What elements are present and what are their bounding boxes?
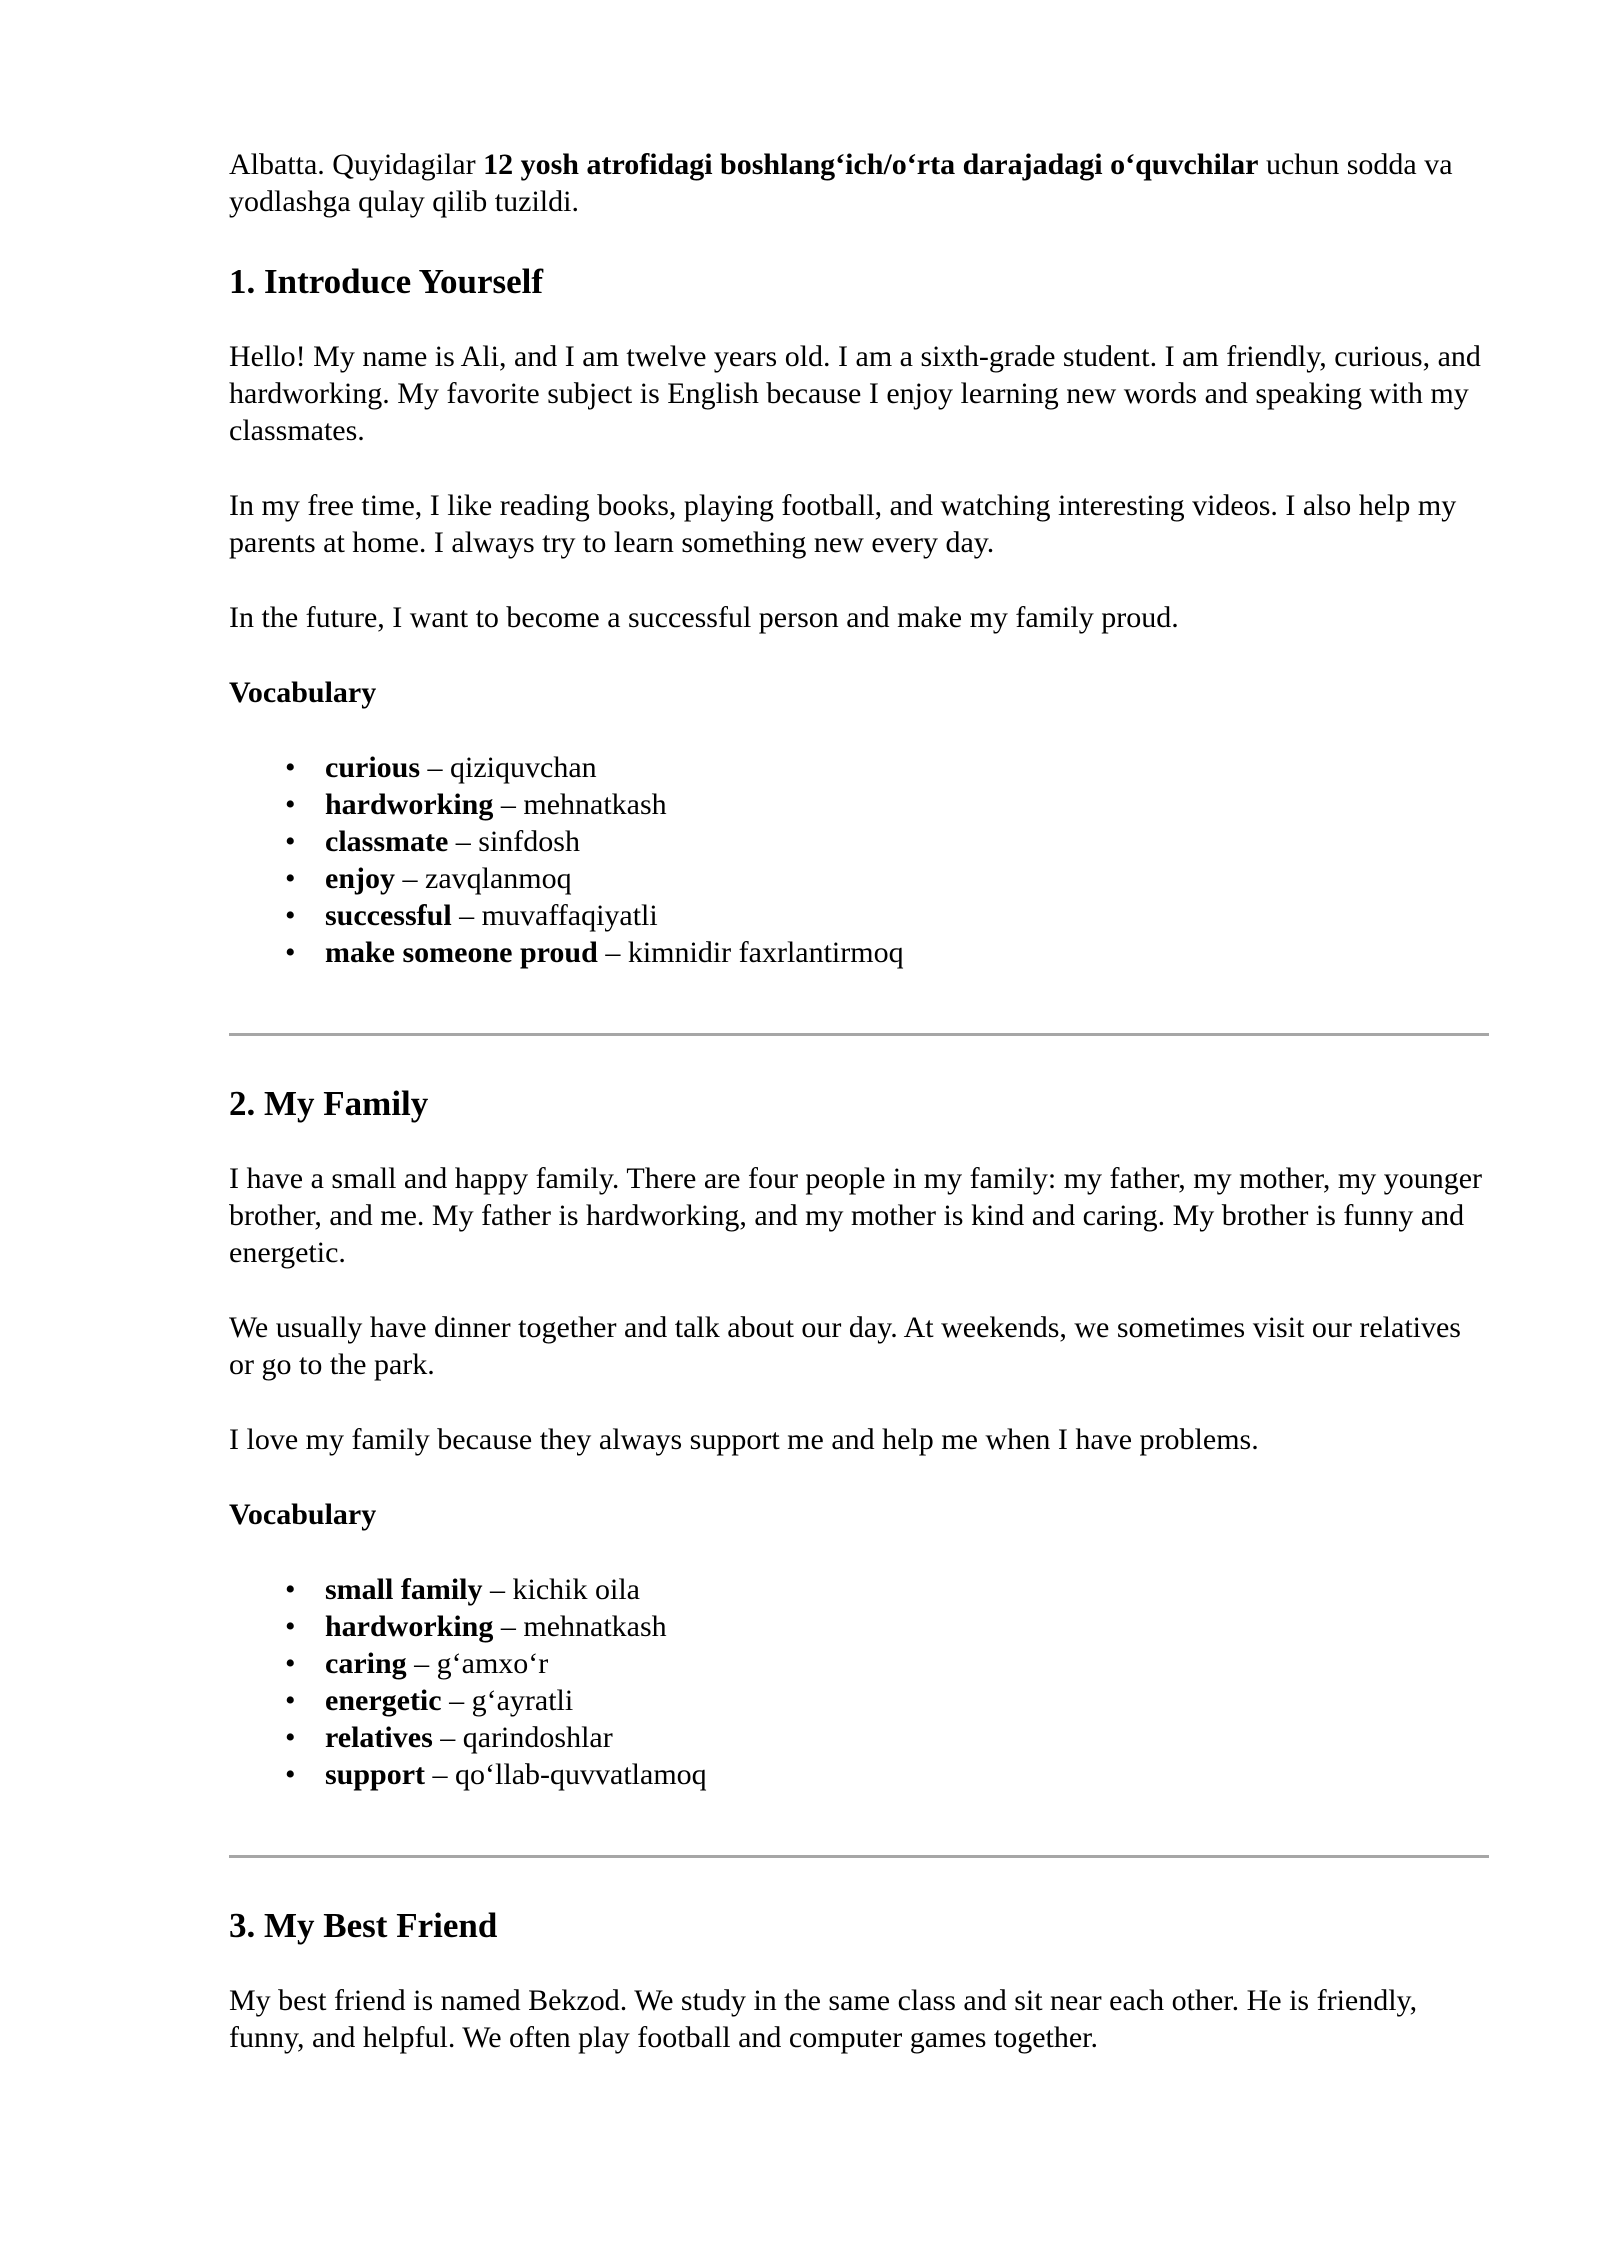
vocab-term: small family: [325, 1573, 483, 1606]
vocab-meaning: – qarindoshlar: [432, 1721, 613, 1754]
intro-paragraph: [229, 146, 1489, 220]
vocabulary-item: [229, 860, 1489, 897]
vocab-term: energetic: [325, 1684, 442, 1717]
vocab-term: caring: [325, 1647, 407, 1680]
bullet-icon: •: [285, 1647, 296, 1680]
vocabulary-item: [229, 1608, 1489, 1645]
vocab-term: relatives: [325, 1721, 433, 1754]
bullet-icon: •: [285, 825, 296, 858]
vocab-meaning: – mehnatkash: [493, 788, 667, 821]
vocab-meaning: – qo‘llab-quvvatlamoq: [425, 1758, 707, 1791]
vocabulary-item: [229, 1756, 1489, 1793]
vocab-term: successful: [325, 899, 452, 932]
vocab-meaning: – g‘ayratli: [441, 1684, 574, 1717]
vocabulary-list: [229, 1571, 1489, 1793]
vocabulary-item: [229, 749, 1489, 786]
bullet-icon: •: [285, 1684, 296, 1717]
vocab-term: curious: [325, 751, 421, 784]
vocab-meaning: – sinfdosh: [448, 825, 580, 858]
vocab-meaning: – muvaffaqiyatli: [451, 899, 658, 932]
bullet-icon: •: [285, 899, 296, 932]
vocabulary-item: [229, 1645, 1489, 1682]
vocab-meaning: – kimnidir faxrlantirmoq: [597, 936, 904, 969]
vocabulary-item: [229, 786, 1489, 823]
vocabulary-item: [229, 1719, 1489, 1756]
vocab-term: make someone proud: [325, 936, 598, 969]
vocab-meaning: – kichik oila: [482, 1573, 640, 1606]
section-2-paragraph: I have a small and happy family. There are four people in my family: my father, my mother, my younger brother, and me. My father is hardworking, and my mother is kind and caring. My brother is funny and energetic.: [229, 1162, 1483, 1269]
vocabulary-heading: Vocabulary: [229, 1498, 377, 1531]
section-2-paragraph: We usually have dinner together and talk about our day. At weekends, we sometimes visit our relatives or go to the park.: [229, 1311, 1461, 1381]
bullet-icon: •: [285, 751, 296, 784]
bullet-icon: •: [285, 1721, 296, 1754]
section-title-introduce-yourself: 1. Introduce Yourself: [229, 262, 544, 301]
vocabulary-item: [229, 934, 1489, 971]
vocab-term: classmate: [325, 825, 449, 858]
vocabulary-item: [229, 897, 1489, 934]
section-title-my-family: 2. My Family: [229, 1084, 429, 1123]
intro-text-start: Albatta. Quyidagilar: [229, 148, 484, 181]
vocab-term: hardworking: [325, 788, 494, 821]
document-page: [229, 146, 1489, 2094]
section-1-paragraph: In the future, I want to become a successful person and make my family proud.: [229, 601, 1179, 634]
bullet-icon: •: [285, 936, 296, 969]
vocab-meaning: – qiziquvchan: [420, 751, 597, 784]
bullet-icon: •: [285, 788, 296, 821]
vocab-meaning: – g‘amxo‘r: [406, 1647, 549, 1680]
section-3-paragraph: My best friend is named Bekzod. We study in the same class and sit near each other. He is friendly, funny, and helpful. We often play football and computer games together.: [229, 1984, 1418, 2054]
section-2-paragraph: I love my family because they always support me and help me when I have problems.: [229, 1423, 1259, 1456]
vocabulary-heading: Vocabulary: [229, 676, 377, 709]
vocab-term: enjoy: [325, 862, 395, 895]
section-title-my-best-friend: 3. My Best Friend: [229, 1906, 498, 1945]
bullet-icon: •: [285, 862, 296, 895]
vocabulary-item: [229, 823, 1489, 860]
vocab-meaning: – zavqlanmoq: [395, 862, 572, 895]
vocabulary-item: [229, 1682, 1489, 1719]
vocab-term: support: [325, 1758, 426, 1791]
section-1-paragraph: In my free time, I like reading books, playing football, and watching interesting videos. I also help my parents at home. I always try to learn something new every day.: [229, 489, 1457, 559]
bullet-icon: •: [285, 1610, 296, 1643]
vocabulary-list: [229, 749, 1489, 971]
vocab-meaning: – mehnatkash: [493, 1610, 667, 1643]
intro-text-end: uchun sodda va yodlashga qulay qilib tuzildi.: [229, 148, 1453, 218]
bullet-icon: •: [285, 1758, 296, 1791]
vocab-term: hardworking: [325, 1610, 494, 1643]
vocabulary-item: [229, 1571, 1489, 1608]
section-1-paragraph: Hello! My name is Ali, and I am twelve years old. I am a sixth-grade student. I am friendly, curious, and hardworking. My favorite subject is English because I enjoy learning new words and speaking with my classmates.: [229, 340, 1481, 447]
bullet-icon: •: [285, 1573, 296, 1606]
intro-text-bold: 12 yosh atrofidagi boshlang‘ich/o‘rta darajadagi o‘quvchilar: [483, 148, 1259, 181]
